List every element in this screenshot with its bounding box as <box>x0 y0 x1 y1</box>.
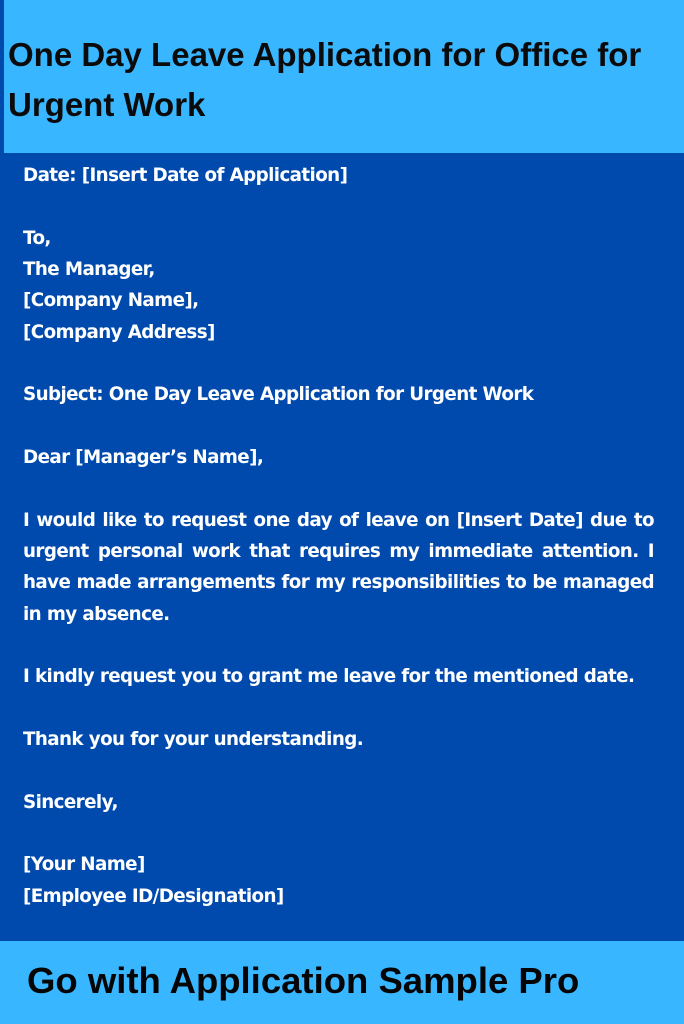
title-banner <box>0 0 684 153</box>
recipient-title: The Manager, <box>23 258 155 280</box>
spacer <box>23 818 654 849</box>
spacer <box>23 473 654 504</box>
spacer <box>23 348 654 379</box>
spacer <box>23 191 654 222</box>
thanks-line: Thank you for your understanding. <box>23 728 364 750</box>
body-paragraph-grant: I kindly request you to grant me leave for the mentioned date. <box>23 666 635 688</box>
date-line: Date: [Insert Date of Application] <box>23 165 348 186</box>
spacer <box>23 630 654 661</box>
spacer <box>23 411 654 442</box>
subject-line: Subject: One Day Leave Application for Urgent Work <box>23 384 534 406</box>
spacer <box>23 693 654 724</box>
closing-line: Sincerely, <box>23 791 118 813</box>
footer-banner <box>0 941 684 1024</box>
recipient-company-name: [Company Name], <box>23 290 199 312</box>
page-title: One Day Leave Application for Office for Urgent Work <box>8 36 642 123</box>
signature-id-designation: [Employee ID/Designation] <box>23 885 284 907</box>
recipient-to: To, <box>23 227 51 249</box>
recipient-company-address: [Company Address] <box>23 321 215 343</box>
salutation: Dear [Manager’s Name], <box>23 446 264 468</box>
footer-brand-text: Go with Application Sample Pro <box>27 960 580 1001</box>
letter-body <box>23 160 654 912</box>
signature-name: [Your Name] <box>23 854 145 876</box>
body-paragraph-request: I would like to request one day of leave on [Insert Date] due to urgent personal work that requires my immediate attention. I have made arrangements for my responsibilities to be managed in my absence. <box>23 509 654 625</box>
spacer <box>23 755 654 786</box>
